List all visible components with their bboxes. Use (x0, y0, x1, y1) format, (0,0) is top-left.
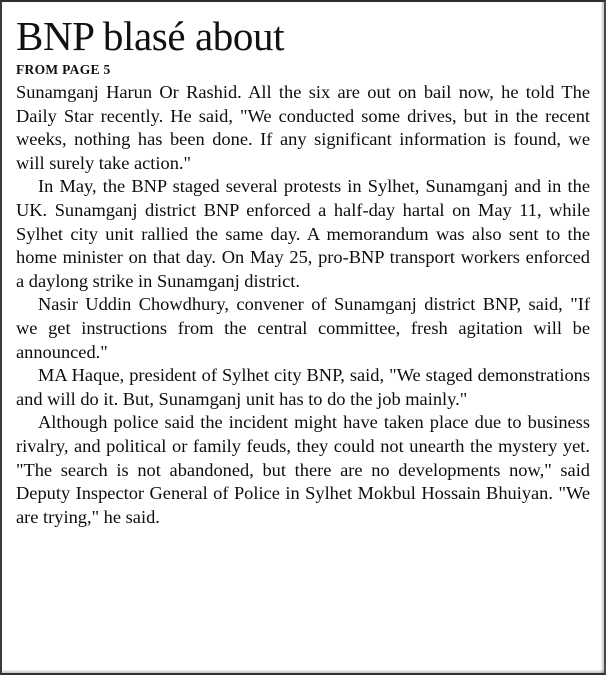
article-text (16, 81, 590, 529)
article-paragraph: Nasir Uddin Chowdhury, convener of Sunamganj district BNP, said, "If we get instructions from the central committee, fresh agitation will be announced." (16, 294, 590, 362)
article-body-container (2, 2, 604, 673)
article-paragraph: Sunamganj Harun Or Rashid. All the six are out on bail now, he told The Daily Star recently. He said, "We conducted some drives, but in the recent weeks, nothing has been done. If any significant information is found, we will surely take action." (16, 82, 590, 173)
jumpline-from-page: FROM PAGE 5 (16, 62, 111, 77)
page-title: BNP blasé about (16, 13, 285, 59)
article-paragraph: MA Haque, president of Sylhet city BNP, said, "We staged demonstrations and will do it. But, Sunamganj unit has to do the job mainly." (16, 365, 590, 409)
article-paragraph: In May, the BNP staged several protests in Sylhet, Sunamganj and in the UK. Sunamganj district BNP enforced a half-day hartal on May 11, while Sylhet city unit rallied the same day. A memorandum was also sent to the home minister on that day. On May 25, pro-BNP transport workers enforced a daylong strike in Sunamganj district. (16, 176, 590, 291)
article-paragraph: Although police said the incident might have taken place due to business rivalry, and political or family feuds, they could not unearth the mystery yet. "The search is not abandoned, but there are no developments now," said Deputy Inspector General of Police in Sylhet Mokbul Hossain Bhuiyan. "We are trying," he said. (16, 412, 590, 527)
